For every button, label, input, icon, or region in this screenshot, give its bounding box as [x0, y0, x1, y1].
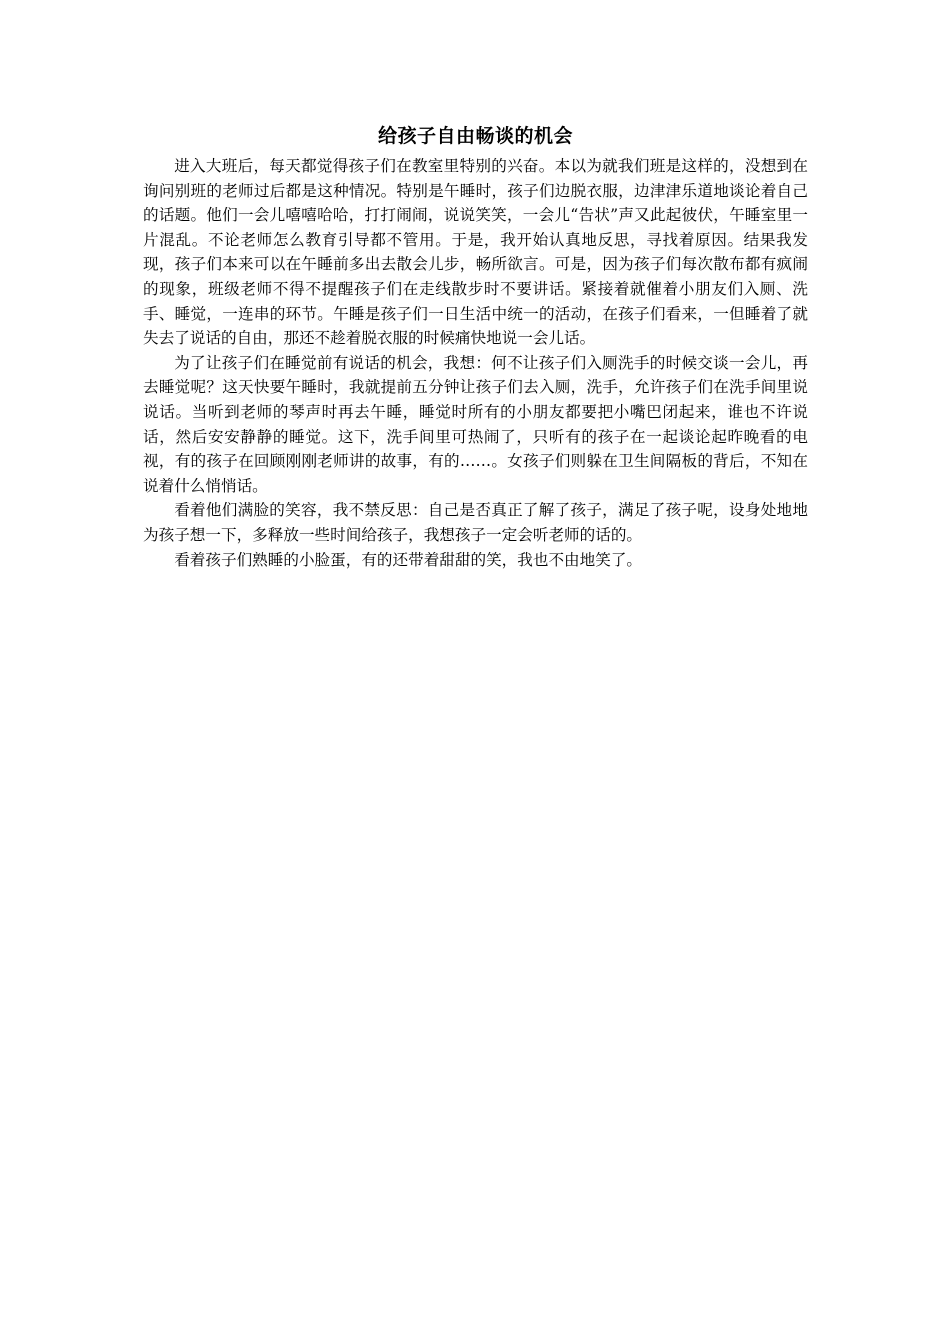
paragraph-4: 看着孩子们熟睡的小脸蛋，有的还带着甜甜的笑，我也不由地笑了。	[174, 550, 643, 569]
paragraph-3: 看着他们满脸的笑容，我不禁反思：自己是否真正了解了孩子，满足了孩子呢，设身处地地为孩子想一下，多释放一些时间给孩子，我想孩子一定会听老师的话的。	[143, 501, 808, 544]
paragraph-1: 进入大班后，每天都觉得孩子们在教室里特别的兴奋。本以为就我们班是这样的，没想到在询问别班的老师过后都是这种情况。特别是午睡时，孩子们边脱衣服，边津津乐道地谈论着自己的话题。他们一会儿嘻嘻哈哈，打打闹闹，说说笑笑，一会儿“告状”声又此起彼伏，午睡室里一片混乱。不论老师怎么教育引导都不管用。于是，我开始认真地反思，寻找着原因。结果我发现，孩子们本来可以在午睡前多出去散会儿步，畅所欲言。可是，因为孩子们每次散布都有疯闹的现象，班级老师不得不提醒孩子们在走线散步时不要讲话。紧接着就催着小朋友们入厕、洗手、睡觉，一连串的环节。午睡是孩子们一日生活中统一的活动，在孩子们看来，一但睡着了就失去了说话的自由，那还不趁着脱衣服的时候痛快地说一会儿话。	[143, 157, 808, 348]
document-page	[143, 118, 808, 572]
paragraph-2: 为了让孩子们在睡觉前有说话的机会，我想：何不让孩子们入厕洗手的时候交谈一会儿，再去睡觉呢？这天快要午睡时，我就提前五分钟让孩子们去入厕，洗手，允许孩子们在洗手间里说说话。当听到老师的琴声时再去午睡，睡觉时所有的小朋友都要把小嘴巴闭起来，谁也不许说话，然后安安静静的睡觉。这下，洗手间里可热闹了，只听有的孩子在一起谈论起昨晚看的电视，有的孩子在回顾刚刚老师讲的故事，有的……。女孩子们则躲在卫生间隔板的背后，不知在说着什么悄悄话。	[143, 353, 808, 495]
document-title: 给孩子自由畅谈的机会	[377, 125, 573, 147]
